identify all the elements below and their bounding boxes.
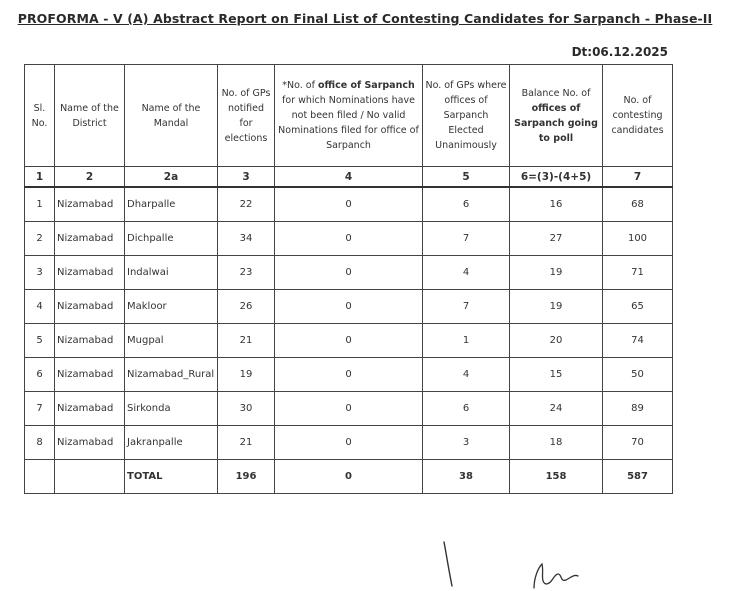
cell-mandal: Mugpal: [125, 324, 218, 358]
cell-no-nomination: 0: [275, 222, 423, 256]
cell-contesting: 89: [603, 392, 673, 426]
cell-gps: 34: [218, 222, 275, 256]
column-number: 5: [423, 167, 510, 188]
column-number-row: [25, 167, 673, 188]
cell-balance: 20: [510, 324, 603, 358]
cell-mandal: Sirkonda: [125, 392, 218, 426]
cell-contesting: 74: [603, 324, 673, 358]
cell-mandal: Jakranpalle: [125, 426, 218, 460]
cell-mandal: Dharpalle: [125, 187, 218, 222]
cell-district: Nizamabad: [55, 324, 125, 358]
cell-total-label: TOTAL: [125, 460, 218, 494]
header-unanimous: No. of GPs where offices of Sarpanch Elected Unanimously: [423, 65, 510, 167]
cell-unanimous: 4: [423, 358, 510, 392]
table-row: [25, 392, 673, 426]
table-row: [25, 187, 673, 222]
cell-no-nomination: 0: [275, 392, 423, 426]
header-district: Name of the District: [55, 65, 125, 167]
cell-district: Nizamabad: [55, 290, 125, 324]
cell-district: Nizamabad: [55, 358, 125, 392]
column-number: 2: [55, 167, 125, 188]
table-row: [25, 290, 673, 324]
cell-unanimous: 3: [423, 426, 510, 460]
column-number: 1: [25, 167, 55, 188]
column-number: 2a: [125, 167, 218, 188]
total-row: [25, 460, 673, 494]
signature: [430, 538, 590, 591]
cell-total-balance: 158: [510, 460, 603, 494]
cell-mandal: Makloor: [125, 290, 218, 324]
header-no-nomination-pre: *No. of: [282, 80, 318, 91]
header-mandal: Name of the Mandal: [125, 65, 218, 167]
cell-no-nomination: 0: [275, 324, 423, 358]
cell-total-gps: 196: [218, 460, 275, 494]
header-no-nomination-post: for which Nominations have not been filed / No valid Nominations filed for office of Sarpanch: [278, 95, 419, 151]
cell-district: Nizamabad: [55, 426, 125, 460]
cell-balance: 19: [510, 290, 603, 324]
cell-gps: 30: [218, 392, 275, 426]
cell-sl: 8: [25, 426, 55, 460]
cell-unanimous: 7: [423, 222, 510, 256]
cell-sl: 1: [25, 187, 55, 222]
cell-contesting: 50: [603, 358, 673, 392]
column-number: 6=(3)-(4+5): [510, 167, 603, 188]
cell-sl: 7: [25, 392, 55, 426]
cell-district: Nizamabad: [55, 222, 125, 256]
cell-balance: 24: [510, 392, 603, 426]
header-contesting: No. of contesting candidates: [603, 65, 673, 167]
cell-balance: 16: [510, 187, 603, 222]
header-balance: [510, 65, 603, 167]
cell-unanimous: 1: [423, 324, 510, 358]
cell-balance: 18: [510, 426, 603, 460]
cell-no-nomination: 0: [275, 256, 423, 290]
cell-total-blank: [55, 460, 125, 494]
cell-contesting: 68: [603, 187, 673, 222]
column-number: 3: [218, 167, 275, 188]
cell-contesting: 71: [603, 256, 673, 290]
cell-sl: 2: [25, 222, 55, 256]
column-number: 7: [603, 167, 673, 188]
cell-total-unanimous: 38: [423, 460, 510, 494]
cell-sl: 4: [25, 290, 55, 324]
cell-gps: 22: [218, 187, 275, 222]
cell-contesting: 70: [603, 426, 673, 460]
cell-sl: 6: [25, 358, 55, 392]
cell-gps: 23: [218, 256, 275, 290]
cell-no-nomination: 0: [275, 290, 423, 324]
header-sl-no: Sl. No.: [25, 65, 55, 167]
report-date: Dt:06.12.2025: [571, 45, 668, 59]
cell-unanimous: 6: [423, 392, 510, 426]
cell-gps: 19: [218, 358, 275, 392]
cell-mandal: Dichpalle: [125, 222, 218, 256]
cell-no-nomination: 0: [275, 358, 423, 392]
header-row: [25, 65, 673, 167]
cell-unanimous: 6: [423, 187, 510, 222]
cell-no-nomination: 0: [275, 426, 423, 460]
header-balance-pre: Balance No. of: [521, 87, 591, 99]
cell-district: Nizamabad: [55, 256, 125, 290]
header-balance-bold: offices of Sarpanch going to poll: [514, 102, 598, 144]
cell-contesting: 65: [603, 290, 673, 324]
cell-sl: 3: [25, 256, 55, 290]
cell-mandal: Nizamabad_Rural: [125, 358, 218, 392]
abstract-report-table: [24, 64, 673, 494]
table-row: [25, 222, 673, 256]
header-gps-notified: No. of GPs notified for elections: [218, 65, 275, 167]
cell-gps: 26: [218, 290, 275, 324]
cell-no-nomination: 0: [275, 187, 423, 222]
cell-district: Nizamabad: [55, 392, 125, 426]
table-row: [25, 358, 673, 392]
cell-unanimous: 4: [423, 256, 510, 290]
cell-balance: 19: [510, 256, 603, 290]
cell-total-blank: [25, 460, 55, 494]
table-row: [25, 426, 673, 460]
table-row: [25, 256, 673, 290]
cell-unanimous: 7: [423, 290, 510, 324]
cell-balance: 15: [510, 358, 603, 392]
cell-mandal: Indalwai: [125, 256, 218, 290]
header-no-nomination-bold: office of Sarpanch: [317, 80, 415, 91]
cell-gps: 21: [218, 324, 275, 358]
report-title: PROFORMA - V (A) Abstract Report on Final List of Contesting Candidates for Sarpanch - Phase-II: [17, 11, 713, 26]
header-no-nomination: [275, 65, 423, 167]
table-row: [25, 324, 673, 358]
cell-gps: 21: [218, 426, 275, 460]
cell-total-contesting: 587: [603, 460, 673, 494]
column-number: 4: [275, 167, 423, 188]
cell-district: Nizamabad: [55, 187, 125, 222]
cell-total-no-nomination: 0: [275, 460, 423, 494]
cell-sl: 5: [25, 324, 55, 358]
cell-contesting: 100: [603, 222, 673, 256]
cell-balance: 27: [510, 222, 603, 256]
